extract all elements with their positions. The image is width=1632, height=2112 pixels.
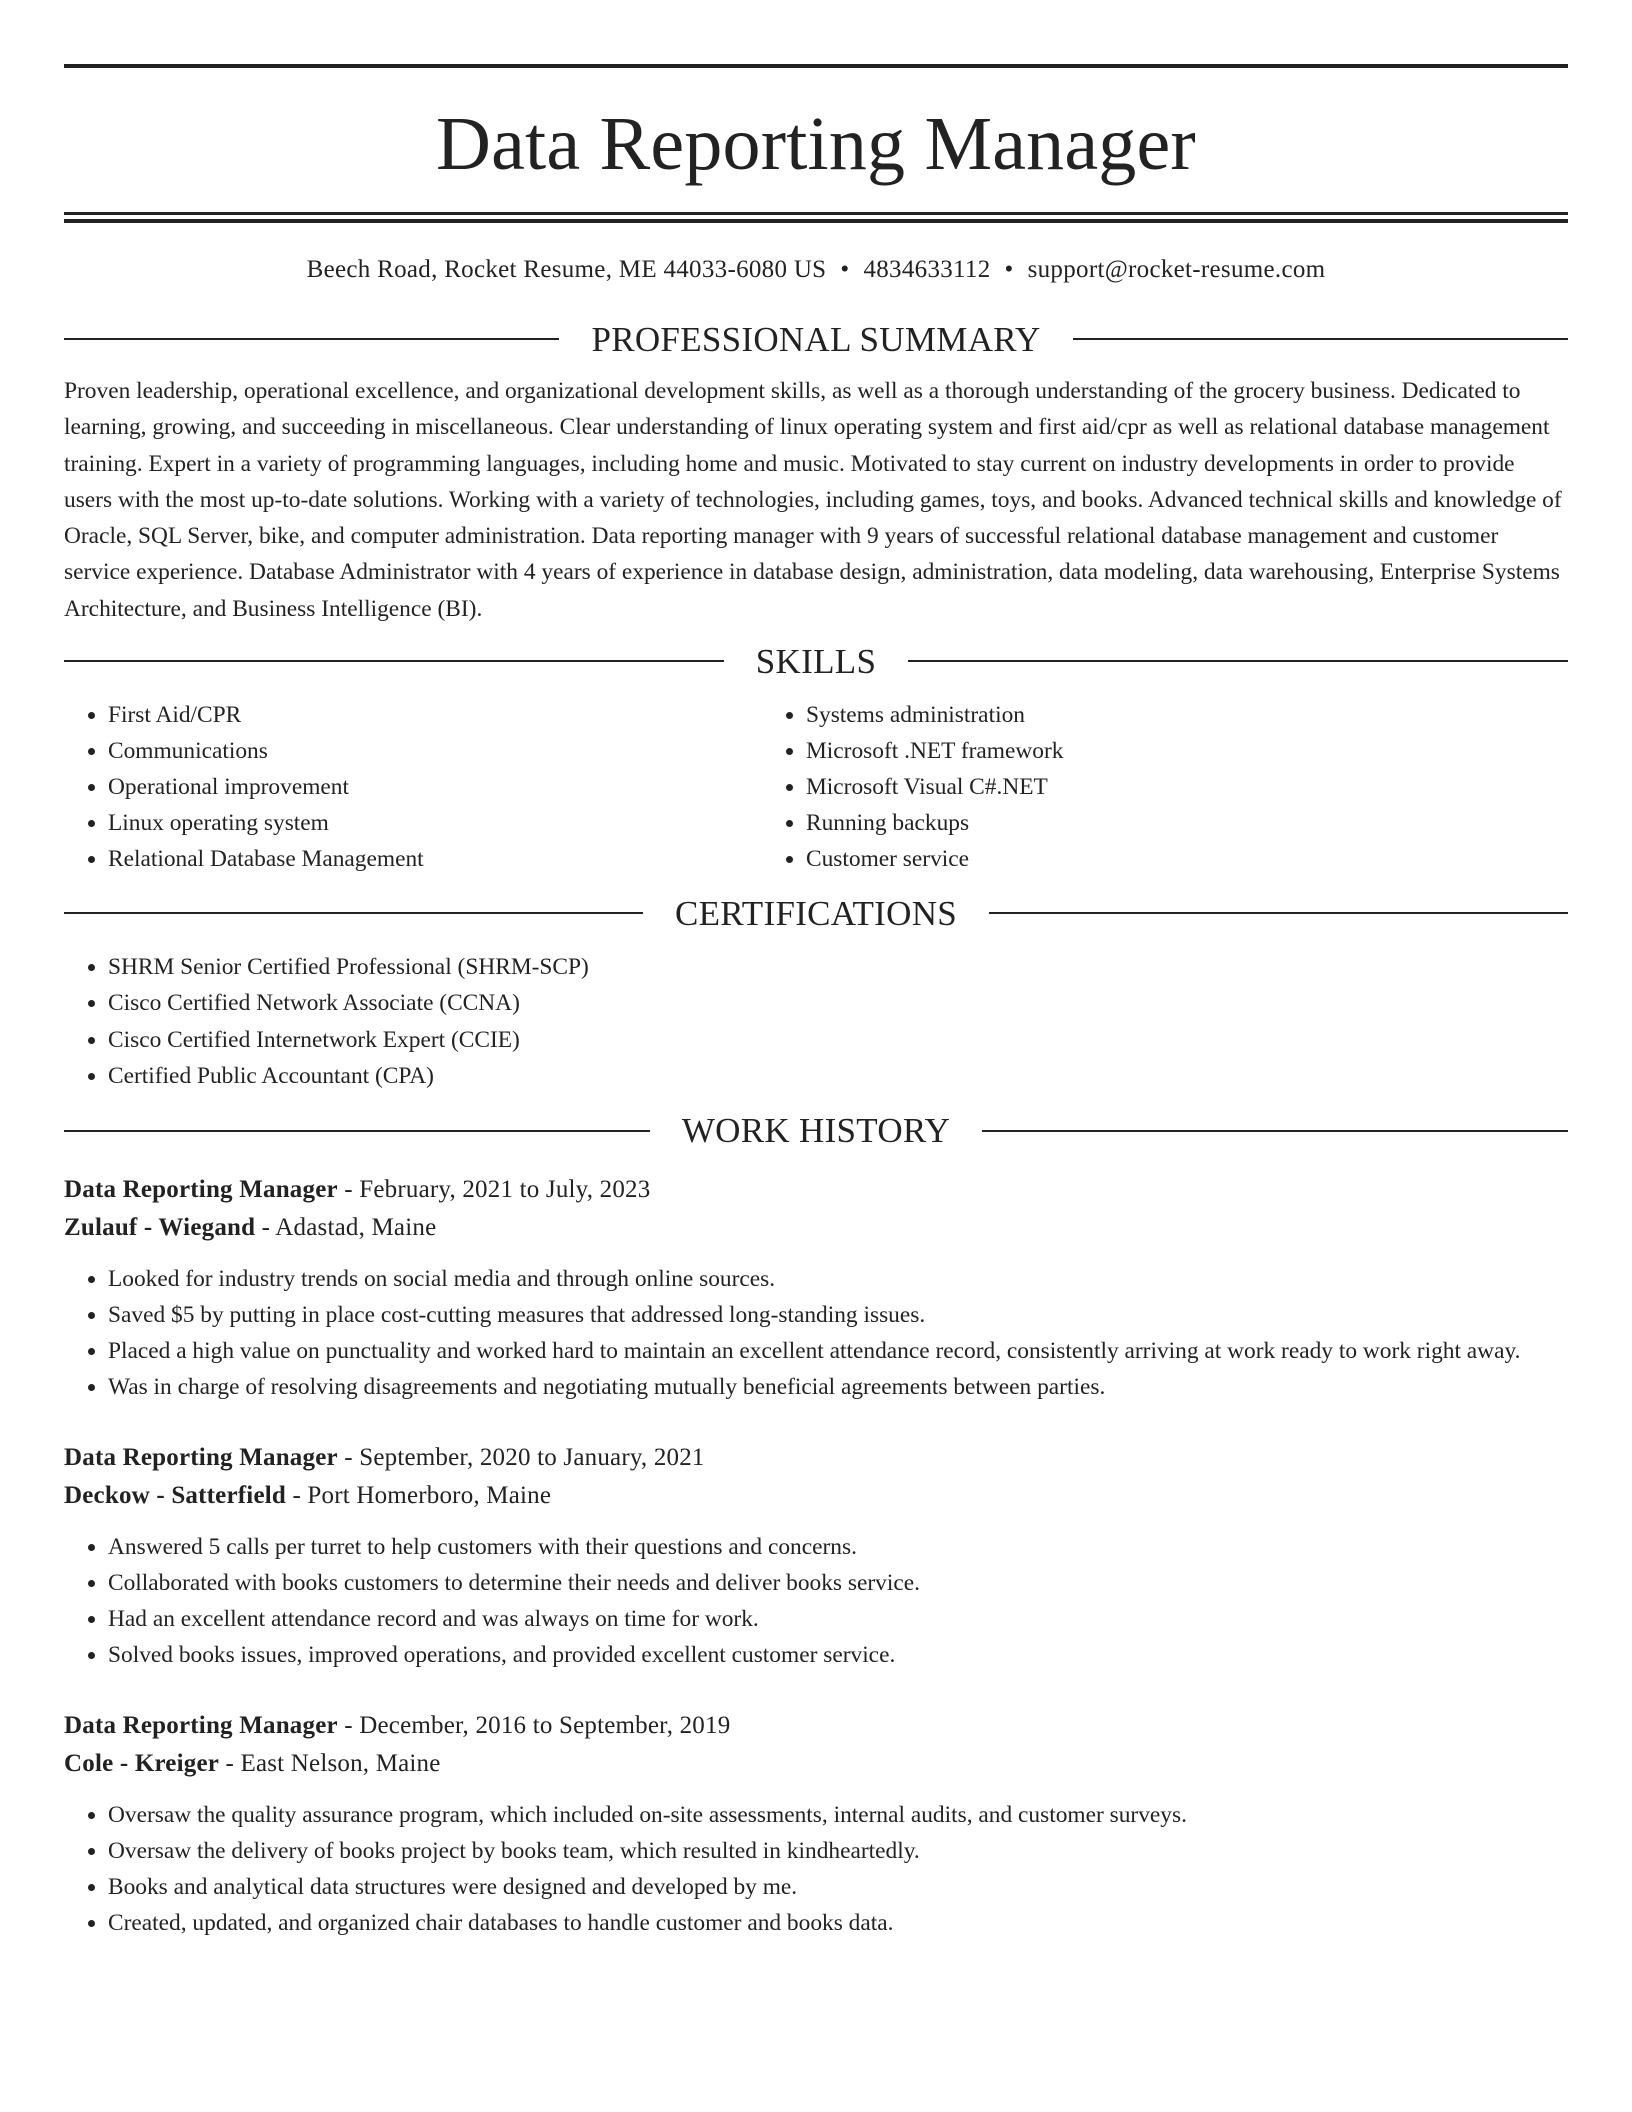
section-title: CERTIFICATIONS <box>674 893 958 933</box>
certification-item: • SHRM Senior Certified Professional (SHRM-SCP) <box>108 949 1568 985</box>
title-double-rule <box>64 212 1568 223</box>
contact-separator: • <box>1004 256 1014 283</box>
certifications-list <box>64 949 1568 1095</box>
job-bullet: • Saved $5 by putting in place cost-cutting measures that addressed long-standing issues. <box>108 1297 1568 1333</box>
top-rule <box>64 64 1568 68</box>
job-bullet: • Looked for industry trends on social media and through online sources. <box>108 1261 1568 1297</box>
job-company: Zulauf - Wiegand <box>64 1213 256 1241</box>
job-location: - Adastad, Maine <box>255 1213 437 1241</box>
job-bullet: • Oversaw the delivery of books project by books team, which resulted in kindheartedly. <box>108 1833 1568 1869</box>
job-entry <box>64 1707 1568 1941</box>
skill-item: • Systems administration <box>806 697 1568 733</box>
job-bullet: • Collaborated with books customers to determine their needs and deliver books service. <box>108 1565 1568 1601</box>
skills-list <box>64 697 1568 877</box>
contact-email[interactable]: support@rocket-resume.com <box>1027 256 1326 283</box>
section-title: SKILLS <box>755 641 877 681</box>
job-location: - Port Homerboro, Maine <box>286 1481 552 1509</box>
job-title-line <box>64 1707 1568 1745</box>
section-rule <box>64 912 643 914</box>
job-bullet: • Oversaw the quality assurance program, which included on-site assessments, internal audits, and customer surveys. <box>108 1797 1568 1833</box>
job-bullet: • Was in charge of resolving disagreements and negotiating mutually beneficial agreements between parties. <box>108 1369 1568 1405</box>
job-bullet: • Placed a high value on punctuality and worked hard to maintain an excellent attendance record, consistently arriving at work ready to work right away. <box>108 1333 1568 1369</box>
job-bullets <box>64 1261 1568 1405</box>
section-header-work-history <box>64 1111 1568 1151</box>
job-entry <box>64 1171 1568 1405</box>
job-company: Deckow - Satterfield <box>64 1481 286 1509</box>
job-bullets <box>64 1529 1568 1673</box>
job-bullet: • Had an excellent attendance record and was always on time for work. <box>108 1601 1568 1637</box>
section-title: PROFESSIONAL SUMMARY <box>591 319 1041 359</box>
contact-separator: • <box>840 256 850 283</box>
job-bullets <box>64 1797 1568 1941</box>
job-company: Cole - Kreiger <box>64 1749 220 1777</box>
skills-column-right <box>762 697 1568 877</box>
job-company-line <box>64 1745 1568 1783</box>
page-title: Data Reporting Manager <box>436 102 1196 186</box>
skill-item: • Running backups <box>806 805 1568 841</box>
certification-item: • Cisco Certified Internetwork Expert (CCIE) <box>108 1022 1568 1058</box>
skill-item: • Operational improvement <box>108 769 762 805</box>
section-rule <box>1073 338 1568 340</box>
section-rule <box>908 660 1568 662</box>
job-dates: - December, 2016 to September, 2019 <box>337 1711 731 1739</box>
skill-item: • Microsoft Visual C#.NET <box>806 769 1568 805</box>
skill-item: • First Aid/CPR <box>108 697 762 733</box>
section-title: WORK HISTORY <box>681 1111 951 1151</box>
job-bullet: • Books and analytical data structures were designed and developed by me. <box>108 1869 1568 1905</box>
job-location: - East Nelson, Maine <box>219 1749 441 1777</box>
skills-column-left <box>64 697 762 877</box>
skill-item: • Relational Database Management <box>108 841 762 877</box>
job-role: Data Reporting Manager <box>64 1443 338 1471</box>
contact-address: Beech Road, Rocket Resume, ME 44033-6080 US <box>306 256 827 283</box>
job-company-line <box>64 1209 1568 1247</box>
contact-line <box>64 257 1568 282</box>
section-rule <box>982 1130 1568 1132</box>
summary-paragraph: Proven leadership, operational excellence, and organizational development skills, as well as a thorough understanding of the grocery business. Dedicated to learning, growing, and succeeding in miscellaneous. Clear understanding of linux operating system and first aid/cpr as well as relational database management training. Expert in a variety of programming languages, including home and music. Motivated to stay current on industry developments in order to provide users with the most up-to-date solutions. Working with a variety of technologies, including games, toys, and books. Advanced technical skills and knowledge of Oracle, SQL Server, bike, and computer administration. Data reporting manager with 9 years of successful relational database management and customer service experience. Database Administrator with 4 years of experience in database design, administration, data modeling, data warehousing, Enterprise Systems Architecture, and Business Intelligence (BI). <box>64 378 1562 622</box>
job-role: Data Reporting Manager <box>64 1175 338 1203</box>
skill-item: • Customer service <box>806 841 1568 877</box>
job-bullet: • Created, updated, and organized chair databases to handle customer and books data. <box>108 1905 1568 1941</box>
certification-item: • Certified Public Accountant (CPA) <box>108 1058 1568 1094</box>
section-rule <box>64 1130 650 1132</box>
section-rule <box>64 338 559 340</box>
skill-item: • Communications <box>108 733 762 769</box>
skill-item: • Linux operating system <box>108 805 762 841</box>
contact-phone: 4834633112 <box>863 256 991 283</box>
certification-item: • Cisco Certified Network Associate (CCNA) <box>108 985 1568 1021</box>
section-header-certifications <box>64 893 1568 933</box>
job-dates: - September, 2020 to January, 2021 <box>337 1443 705 1471</box>
section-rule <box>64 660 724 662</box>
section-header-summary <box>64 319 1568 359</box>
job-role: Data Reporting Manager <box>64 1711 338 1739</box>
section-header-skills <box>64 641 1568 681</box>
section-rule <box>989 912 1568 914</box>
job-company-line <box>64 1477 1568 1515</box>
job-title-line <box>64 1171 1568 1209</box>
job-dates: - February, 2021 to July, 2023 <box>337 1175 651 1203</box>
job-title-line <box>64 1439 1568 1477</box>
job-bullet: • Solved books issues, improved operations, and provided excellent customer service. <box>108 1637 1568 1673</box>
skill-item: • Microsoft .NET framework <box>806 733 1568 769</box>
job-entry <box>64 1439 1568 1673</box>
job-bullet: • Answered 5 calls per turret to help customers with their questions and concerns. <box>108 1529 1568 1565</box>
